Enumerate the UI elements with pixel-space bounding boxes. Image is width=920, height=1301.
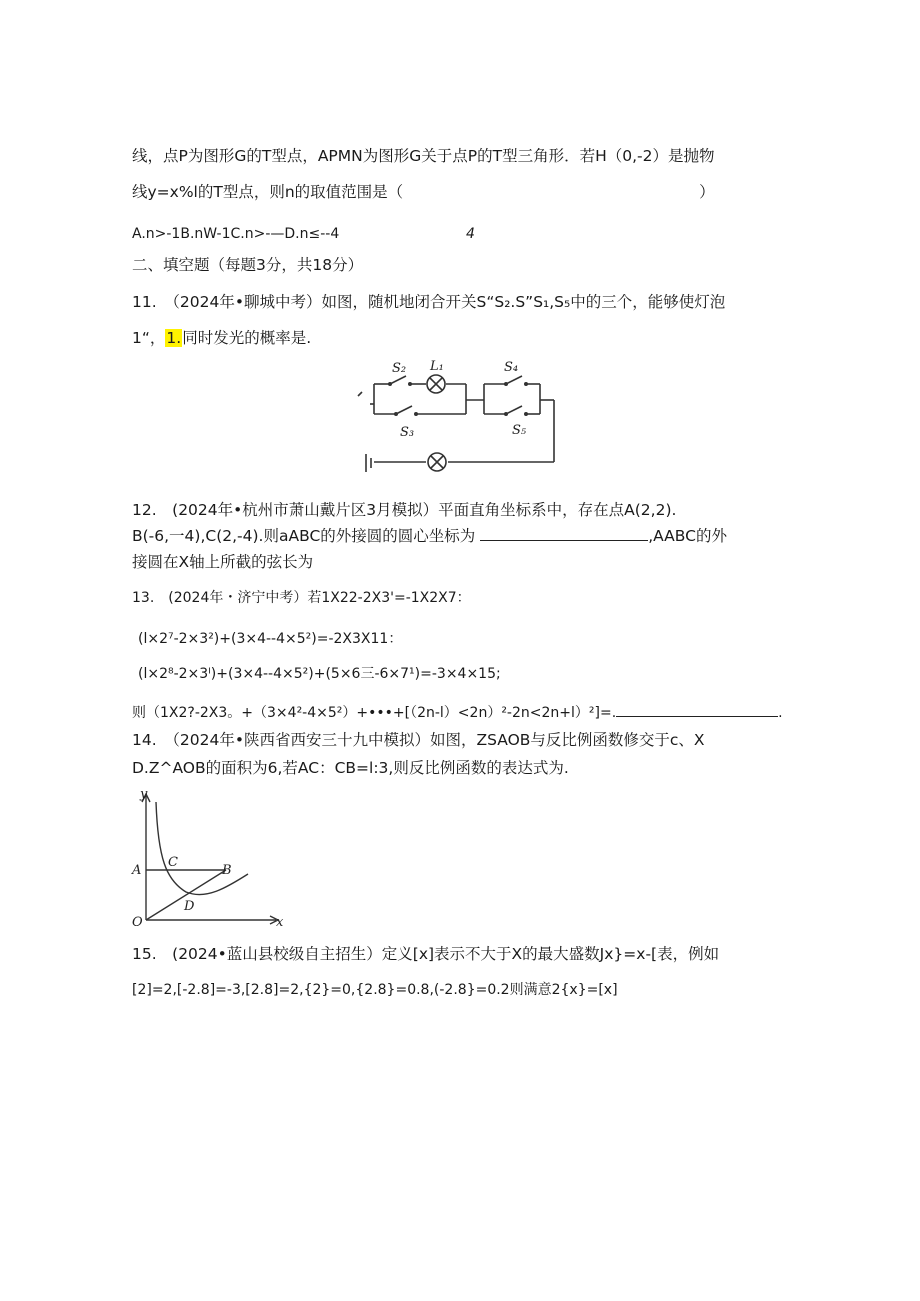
label-a: A [132,863,142,878]
q10-line2 [132,182,715,202]
label-b: B [222,863,232,878]
q11-line2-post: 同时发光的概率是. [182,329,312,347]
hyperbola-curve [156,802,248,895]
q12-line2-text: B(-6,一4),C(2,-4).则aABC的外接圆的圆心坐标为 [132,527,476,545]
q12-line2 [132,526,727,546]
q14-line1: 14. （2024年•陕西省西安三十九中模拟）如图，ZSAOB与反比例函数修交于c、X [132,731,705,749]
q10-line2-text: 线y=x%l的T型点，则n的取值范围是（ [132,183,404,201]
label-l1: L₁ [430,359,444,374]
q15-line1: 15. (2024•蓝山县校级自主招生）定义[x]表示不大于X的最大盛数Jx}=x-[表，例如 [132,945,720,963]
q13-line1: 13. (2024年・济宁中考）若1X22-2X3'=-1X2X7： [132,590,471,606]
q14-line2: D.Z^AOB的面积为6,若AC：CB=l:3,则反比例函数的表达式为. [132,759,569,777]
q10-close-paren: ） [699,183,715,201]
q12-line3: 接圆在X轴上所截的弦长为 [132,553,314,571]
circuit-diagram [356,358,566,480]
q13-line4 [132,702,783,723]
q15-line2: [2]=2,[-2.8]=-3,[2.8]=2,{2}=0,{2.8}=0.8,(-2.8}=0.2则满意2{x}=[x] [132,982,618,998]
q11-line1: 11. （2024年•聊城中考）如图，随机地闭合开关S“S₂.S”S₁,S₅中的三个，能够使灯泡 [132,293,726,311]
label-x: x [276,915,284,930]
q10-options-text: A.n>-1B.nW-1C.n>-—D.n≤--4 [132,226,340,242]
section-title: 二、填空题（每题3分，共18分） [132,256,364,274]
q13-answer-blank[interactable] [616,702,778,717]
label-s3: S₃ [400,425,415,440]
q13-line3: (l×2⁸-2×3ᴵ)+(3×4--4×5²)+(5×6三-6×7¹)=-3×4×15; [138,666,501,682]
label-s4: S₄ [504,360,519,375]
function-graph [126,788,296,933]
q12-answer-blank[interactable] [480,526,648,541]
lamp-icon [427,375,445,393]
label-s2: S₂ [392,361,407,376]
q12-line2-tail: ,AABC的外 [648,527,727,545]
q13-line2: (l×2⁷-2×3²)+(3×4--4×5²)=-2X3X11： [138,631,403,647]
label-c: C [168,855,178,870]
label-o: O [132,915,143,930]
lamp-icon-2 [428,453,446,471]
q11-highlight: 1. [166,329,182,347]
label-s5: S₅ [512,423,527,438]
q10-line1: 线，点P为图形G的T型点，APMN为图形G关于点P的T型三角形．若H（0,-2）是抛物 [132,147,715,165]
label-y: y [140,788,148,802]
q12-line1: 12. (2024年•杭州市萧山戴片区3月模拟）平面直角坐标系中，存在点A(2,2). [132,501,677,519]
q13-line4-text: 则（1X2?-2X3。+（3×4²-4×5²）+•••+[（2n-l）<2n）²-2n<2n+l）²]=. [132,705,617,721]
q10-options [132,224,339,244]
q11-line2 [132,328,311,348]
q10-trailing: 4 [466,226,475,242]
q13-line4-end: . [778,705,783,721]
label-d: D [184,899,195,914]
q11-line2-pre: 1“， [132,329,166,347]
